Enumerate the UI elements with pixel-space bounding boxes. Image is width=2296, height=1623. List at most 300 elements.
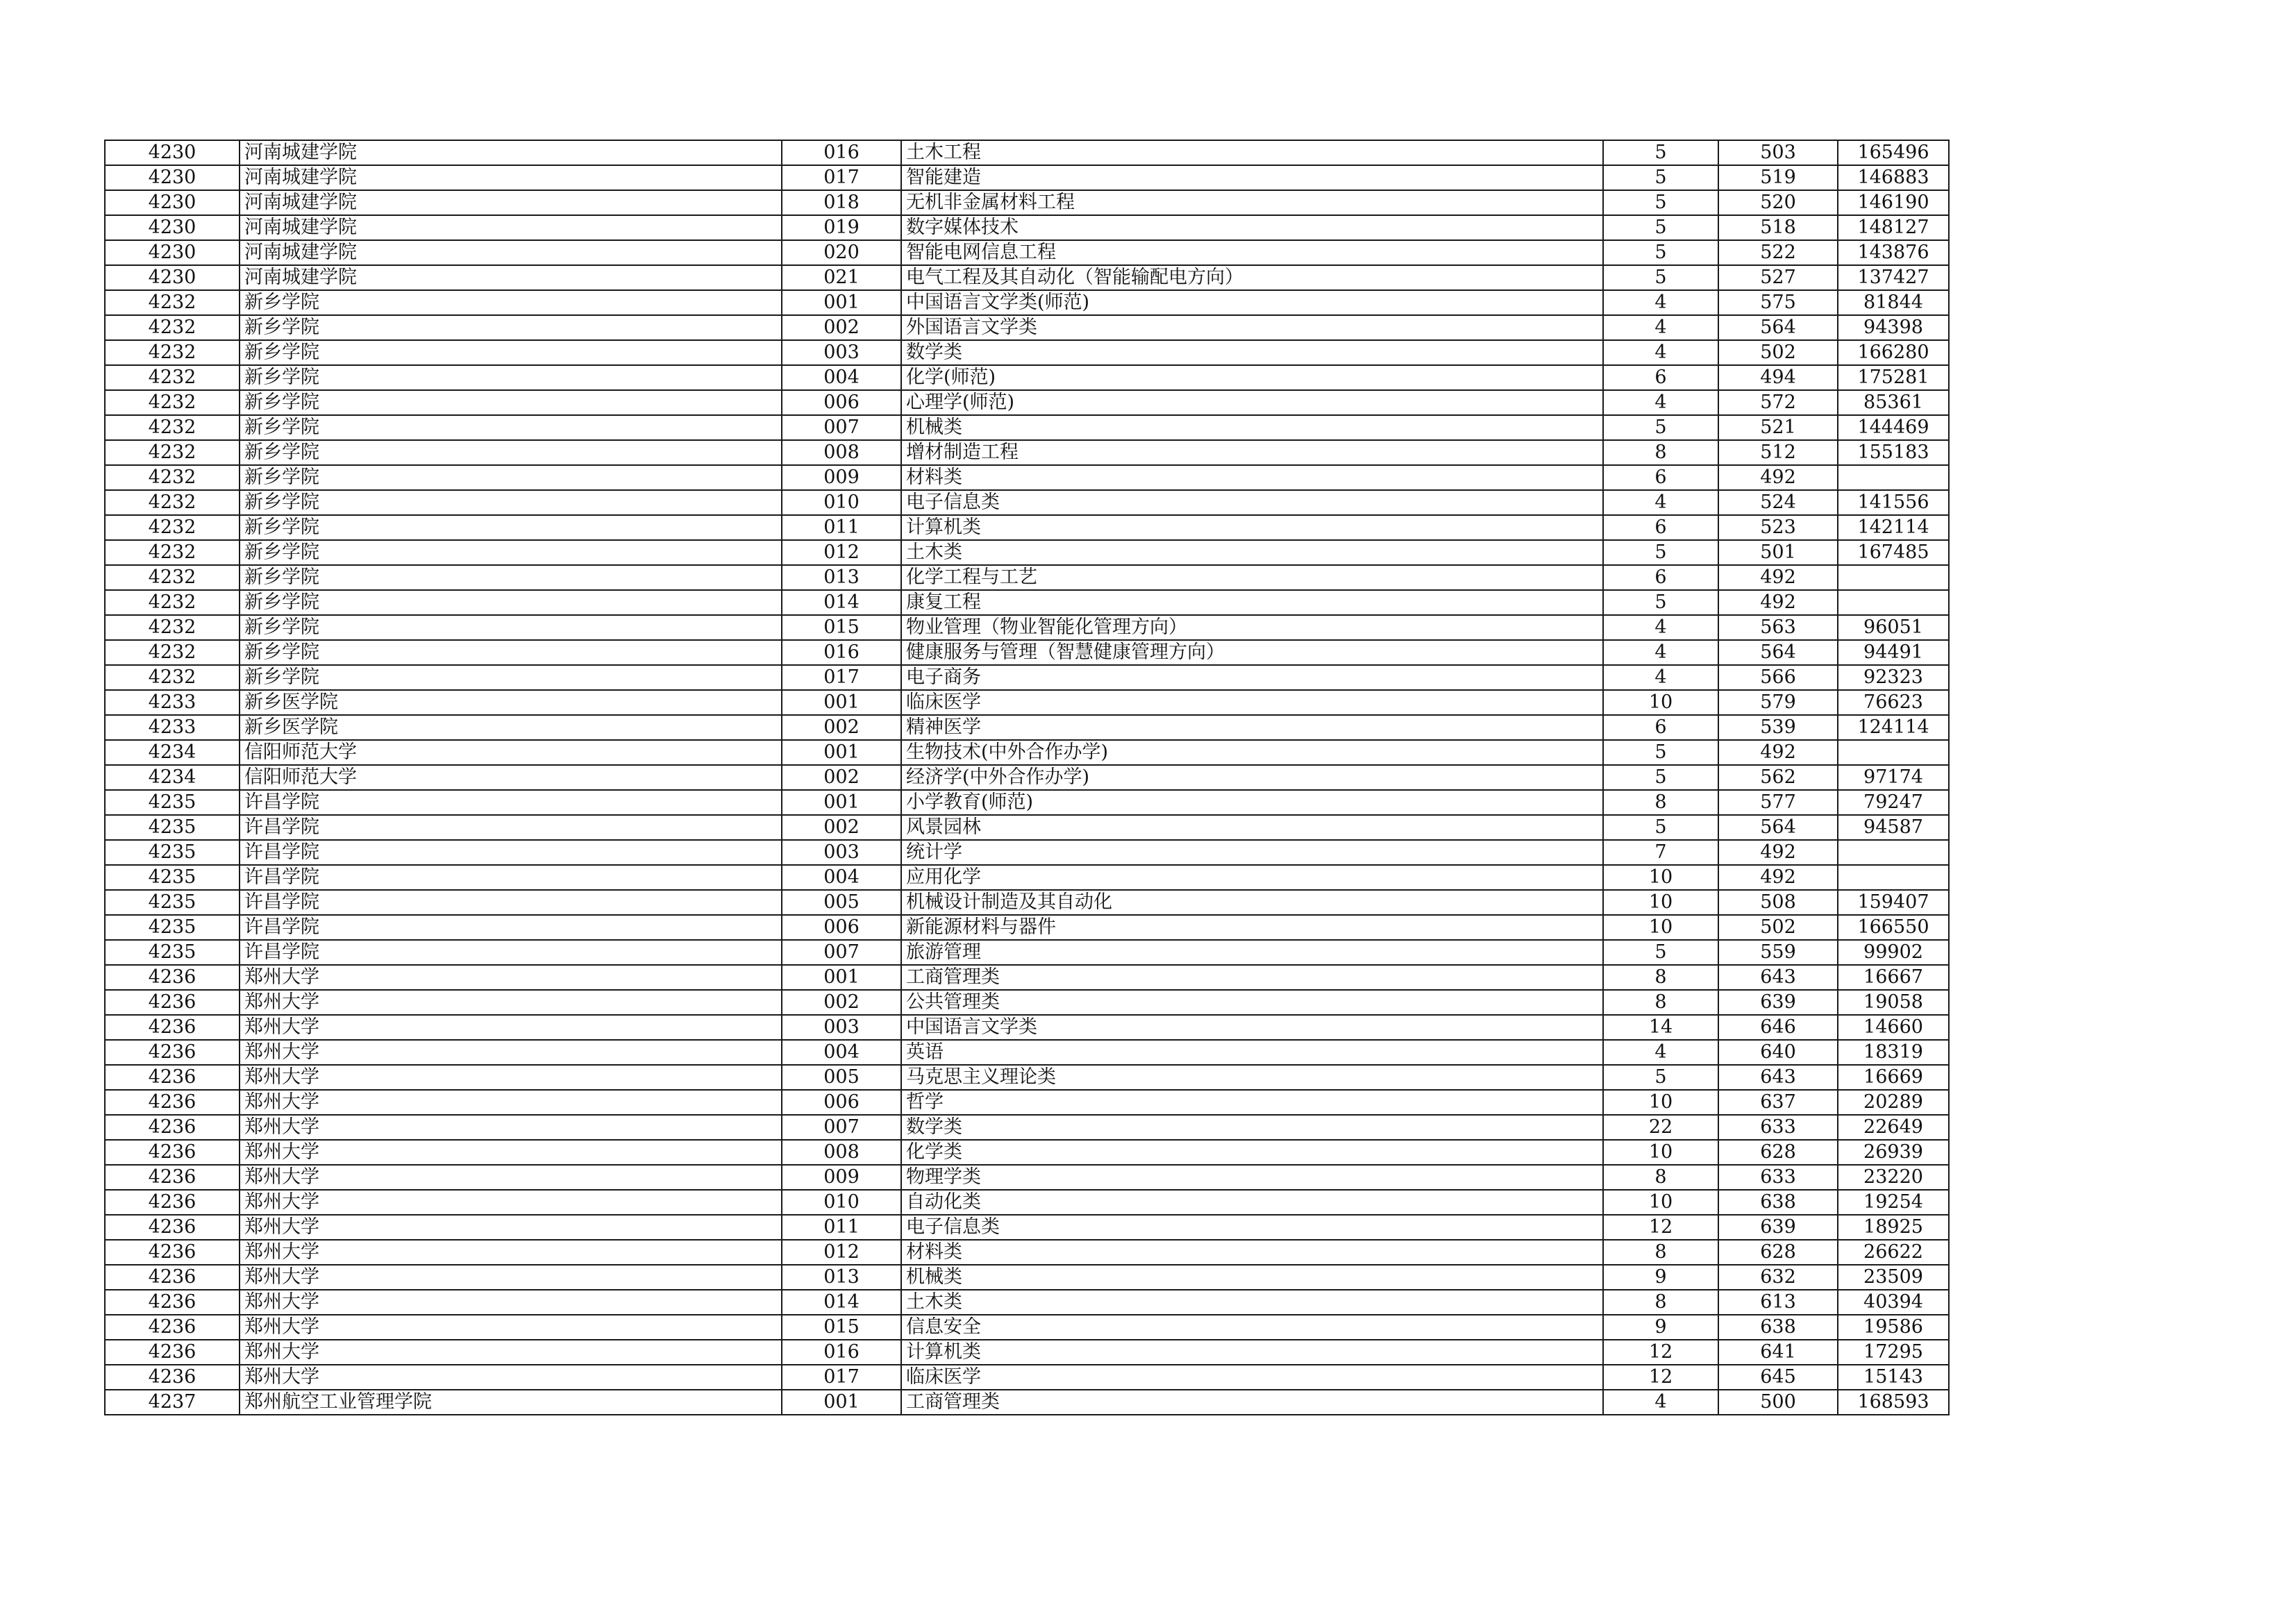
plan-count-cell: 4 bbox=[1603, 665, 1718, 690]
school-name-cell: 新乡学院 bbox=[240, 390, 782, 415]
min-score-cell: 492 bbox=[1718, 840, 1838, 865]
table-row bbox=[105, 790, 1949, 815]
table-row bbox=[105, 840, 1949, 865]
min-score-cell: 563 bbox=[1718, 615, 1838, 640]
school-code-cell: 4236 bbox=[105, 990, 240, 1015]
min-rank-cell: 148127 bbox=[1838, 215, 1949, 240]
school-code-cell: 4236 bbox=[105, 1315, 240, 1340]
plan-count-cell: 8 bbox=[1603, 1290, 1718, 1315]
school-name-cell: 许昌学院 bbox=[240, 915, 782, 940]
school-code-cell: 4236 bbox=[105, 1265, 240, 1290]
plan-count-cell: 6 bbox=[1603, 465, 1718, 490]
table-row bbox=[105, 990, 1949, 1015]
min-rank-cell: 124114 bbox=[1838, 715, 1949, 740]
min-rank-cell: 16669 bbox=[1838, 1065, 1949, 1090]
min-score-cell: 522 bbox=[1718, 240, 1838, 265]
major-code-cell: 001 bbox=[782, 790, 901, 815]
major-name-cell: 物理学类 bbox=[901, 1165, 1603, 1190]
min-score-cell: 633 bbox=[1718, 1115, 1838, 1140]
min-rank-cell: 40394 bbox=[1838, 1290, 1949, 1315]
table-row bbox=[105, 365, 1949, 390]
major-code-cell: 015 bbox=[782, 1315, 901, 1340]
plan-count-cell: 8 bbox=[1603, 790, 1718, 815]
table-row bbox=[105, 1115, 1949, 1140]
table-row bbox=[105, 915, 1949, 940]
major-name-cell: 材料类 bbox=[901, 465, 1603, 490]
min-score-cell: 492 bbox=[1718, 565, 1838, 590]
table-row bbox=[105, 490, 1949, 515]
min-score-cell: 539 bbox=[1718, 715, 1838, 740]
table-row bbox=[105, 1315, 1949, 1340]
major-code-cell: 012 bbox=[782, 540, 901, 565]
school-code-cell: 4235 bbox=[105, 790, 240, 815]
table-row bbox=[105, 1340, 1949, 1365]
school-code-cell: 4232 bbox=[105, 490, 240, 515]
school-name-cell: 新乡学院 bbox=[240, 565, 782, 590]
school-code-cell: 4232 bbox=[105, 640, 240, 665]
school-code-cell: 4234 bbox=[105, 740, 240, 765]
school-code-cell: 4236 bbox=[105, 1015, 240, 1040]
major-name-cell: 增材制造工程 bbox=[901, 440, 1603, 465]
school-code-cell: 4232 bbox=[105, 390, 240, 415]
school-name-cell: 郑州大学 bbox=[240, 1340, 782, 1365]
min-rank-cell: 14660 bbox=[1838, 1015, 1949, 1040]
plan-count-cell: 6 bbox=[1603, 715, 1718, 740]
min-score-cell: 628 bbox=[1718, 1240, 1838, 1265]
min-score-cell: 519 bbox=[1718, 165, 1838, 190]
school-name-cell: 新乡学院 bbox=[240, 315, 782, 340]
min-rank-cell: 99902 bbox=[1838, 940, 1949, 965]
school-code-cell: 4235 bbox=[105, 940, 240, 965]
plan-count-cell: 5 bbox=[1603, 765, 1718, 790]
plan-count-cell: 10 bbox=[1603, 1140, 1718, 1165]
min-score-cell: 613 bbox=[1718, 1290, 1838, 1315]
plan-count-cell: 9 bbox=[1603, 1315, 1718, 1340]
table-row bbox=[105, 390, 1949, 415]
school-code-cell: 4232 bbox=[105, 415, 240, 440]
table-row bbox=[105, 190, 1949, 215]
min-score-cell: 639 bbox=[1718, 990, 1838, 1015]
major-name-cell: 智能建造 bbox=[901, 165, 1603, 190]
min-score-cell: 520 bbox=[1718, 190, 1838, 215]
school-code-cell: 4232 bbox=[105, 315, 240, 340]
table-row bbox=[105, 765, 1949, 790]
min-rank-cell: 19254 bbox=[1838, 1190, 1949, 1215]
min-rank-cell: 146883 bbox=[1838, 165, 1949, 190]
table-row bbox=[105, 1240, 1949, 1265]
table-row bbox=[105, 290, 1949, 315]
major-code-cell: 005 bbox=[782, 890, 901, 915]
major-name-cell: 新能源材料与器件 bbox=[901, 915, 1603, 940]
min-rank-cell: 17295 bbox=[1838, 1340, 1949, 1365]
school-code-cell: 4230 bbox=[105, 140, 240, 165]
school-name-cell: 郑州大学 bbox=[240, 1140, 782, 1165]
plan-count-cell: 6 bbox=[1603, 365, 1718, 390]
plan-count-cell: 5 bbox=[1603, 165, 1718, 190]
major-code-cell: 001 bbox=[782, 1390, 901, 1415]
table-row bbox=[105, 865, 1949, 890]
table-row bbox=[105, 440, 1949, 465]
min-score-cell: 638 bbox=[1718, 1190, 1838, 1215]
plan-count-cell: 10 bbox=[1603, 690, 1718, 715]
major-code-cell: 016 bbox=[782, 640, 901, 665]
major-code-cell: 002 bbox=[782, 715, 901, 740]
min-score-cell: 641 bbox=[1718, 1340, 1838, 1365]
min-rank-cell bbox=[1838, 740, 1949, 765]
plan-count-cell: 8 bbox=[1603, 440, 1718, 465]
major-name-cell: 数学类 bbox=[901, 340, 1603, 365]
major-code-cell: 004 bbox=[782, 865, 901, 890]
school-code-cell: 4235 bbox=[105, 840, 240, 865]
min-rank-cell: 155183 bbox=[1838, 440, 1949, 465]
major-name-cell: 临床医学 bbox=[901, 1365, 1603, 1390]
major-code-cell: 011 bbox=[782, 515, 901, 540]
school-name-cell: 郑州大学 bbox=[240, 990, 782, 1015]
min-rank-cell: 18925 bbox=[1838, 1215, 1949, 1240]
major-name-cell: 中国语言文学类 bbox=[901, 1015, 1603, 1040]
plan-count-cell: 5 bbox=[1603, 540, 1718, 565]
school-code-cell: 4236 bbox=[105, 1365, 240, 1390]
table-row bbox=[105, 1140, 1949, 1165]
min-rank-cell: 26622 bbox=[1838, 1240, 1949, 1265]
major-name-cell: 计算机类 bbox=[901, 1340, 1603, 1365]
major-name-cell: 电子信息类 bbox=[901, 1215, 1603, 1240]
min-score-cell: 512 bbox=[1718, 440, 1838, 465]
plan-count-cell: 4 bbox=[1603, 340, 1718, 365]
school-code-cell: 4235 bbox=[105, 865, 240, 890]
min-score-cell: 559 bbox=[1718, 940, 1838, 965]
major-code-cell: 007 bbox=[782, 940, 901, 965]
school-name-cell: 新乡学院 bbox=[240, 465, 782, 490]
table-row bbox=[105, 965, 1949, 990]
school-name-cell: 新乡学院 bbox=[240, 440, 782, 465]
school-name-cell: 信阳师范大学 bbox=[240, 740, 782, 765]
min-score-cell: 575 bbox=[1718, 290, 1838, 315]
table-row bbox=[105, 540, 1949, 565]
min-rank-cell: 159407 bbox=[1838, 890, 1949, 915]
major-code-cell: 004 bbox=[782, 365, 901, 390]
major-code-cell: 002 bbox=[782, 990, 901, 1015]
min-score-cell: 564 bbox=[1718, 640, 1838, 665]
min-score-cell: 564 bbox=[1718, 315, 1838, 340]
min-score-cell: 521 bbox=[1718, 415, 1838, 440]
school-code-cell: 4235 bbox=[105, 915, 240, 940]
school-code-cell: 4236 bbox=[105, 1165, 240, 1190]
plan-count-cell: 5 bbox=[1603, 215, 1718, 240]
major-name-cell: 小学教育(师范) bbox=[901, 790, 1603, 815]
school-name-cell: 郑州大学 bbox=[240, 1365, 782, 1390]
major-code-cell: 017 bbox=[782, 665, 901, 690]
school-name-cell: 新乡学院 bbox=[240, 290, 782, 315]
school-code-cell: 4234 bbox=[105, 765, 240, 790]
school-name-cell: 新乡学院 bbox=[240, 365, 782, 390]
plan-count-cell: 5 bbox=[1603, 265, 1718, 290]
min-rank-cell: 175281 bbox=[1838, 365, 1949, 390]
min-rank-cell: 81844 bbox=[1838, 290, 1949, 315]
min-score-cell: 500 bbox=[1718, 1390, 1838, 1415]
plan-count-cell: 22 bbox=[1603, 1115, 1718, 1140]
plan-count-cell: 5 bbox=[1603, 590, 1718, 615]
school-code-cell: 4232 bbox=[105, 615, 240, 640]
major-name-cell: 应用化学 bbox=[901, 865, 1603, 890]
major-name-cell: 临床医学 bbox=[901, 690, 1603, 715]
min-rank-cell: 168593 bbox=[1838, 1390, 1949, 1415]
major-name-cell: 哲学 bbox=[901, 1090, 1603, 1115]
school-code-cell: 4232 bbox=[105, 465, 240, 490]
major-code-cell: 002 bbox=[782, 315, 901, 340]
major-code-cell: 010 bbox=[782, 490, 901, 515]
school-code-cell: 4232 bbox=[105, 540, 240, 565]
school-code-cell: 4230 bbox=[105, 240, 240, 265]
school-name-cell: 河南城建学院 bbox=[240, 190, 782, 215]
school-name-cell: 郑州大学 bbox=[240, 1115, 782, 1140]
min-rank-cell: 94491 bbox=[1838, 640, 1949, 665]
major-code-cell: 004 bbox=[782, 1040, 901, 1065]
table-row bbox=[105, 465, 1949, 490]
plan-count-cell: 4 bbox=[1603, 640, 1718, 665]
major-name-cell: 土木工程 bbox=[901, 140, 1603, 165]
min-rank-cell: 18319 bbox=[1838, 1040, 1949, 1065]
school-name-cell: 新乡学院 bbox=[240, 590, 782, 615]
plan-count-cell: 5 bbox=[1603, 940, 1718, 965]
min-rank-cell: 23509 bbox=[1838, 1265, 1949, 1290]
school-name-cell: 郑州大学 bbox=[240, 1065, 782, 1090]
min-rank-cell: 167485 bbox=[1838, 540, 1949, 565]
min-rank-cell: 142114 bbox=[1838, 515, 1949, 540]
min-rank-cell: 20289 bbox=[1838, 1090, 1949, 1115]
school-code-cell: 4232 bbox=[105, 590, 240, 615]
table-row bbox=[105, 165, 1949, 190]
min-rank-cell bbox=[1838, 465, 1949, 490]
min-score-cell: 492 bbox=[1718, 590, 1838, 615]
table-row bbox=[105, 1365, 1949, 1390]
major-code-cell: 006 bbox=[782, 915, 901, 940]
school-code-cell: 4236 bbox=[105, 1040, 240, 1065]
major-code-cell: 010 bbox=[782, 1190, 901, 1215]
min-score-cell: 646 bbox=[1718, 1015, 1838, 1040]
school-name-cell: 河南城建学院 bbox=[240, 240, 782, 265]
major-code-cell: 009 bbox=[782, 465, 901, 490]
plan-count-cell: 8 bbox=[1603, 965, 1718, 990]
school-name-cell: 许昌学院 bbox=[240, 790, 782, 815]
min-score-cell: 508 bbox=[1718, 890, 1838, 915]
plan-count-cell: 4 bbox=[1603, 390, 1718, 415]
table-row bbox=[105, 815, 1949, 840]
major-name-cell: 智能电网信息工程 bbox=[901, 240, 1603, 265]
table-row bbox=[105, 715, 1949, 740]
plan-count-cell: 4 bbox=[1603, 315, 1718, 340]
school-code-cell: 4233 bbox=[105, 715, 240, 740]
plan-count-cell: 5 bbox=[1603, 740, 1718, 765]
table-row bbox=[105, 1065, 1949, 1090]
school-name-cell: 新乡学院 bbox=[240, 640, 782, 665]
min-score-cell: 643 bbox=[1718, 1065, 1838, 1090]
plan-count-cell: 10 bbox=[1603, 890, 1718, 915]
min-score-cell: 503 bbox=[1718, 140, 1838, 165]
major-name-cell: 土木类 bbox=[901, 1290, 1603, 1315]
min-score-cell: 527 bbox=[1718, 265, 1838, 290]
school-name-cell: 河南城建学院 bbox=[240, 165, 782, 190]
min-score-cell: 638 bbox=[1718, 1315, 1838, 1340]
major-code-cell: 011 bbox=[782, 1215, 901, 1240]
school-code-cell: 4232 bbox=[105, 565, 240, 590]
plan-count-cell: 10 bbox=[1603, 915, 1718, 940]
school-code-cell: 4236 bbox=[105, 1065, 240, 1090]
major-name-cell: 电气工程及其自动化（智能输配电方向） bbox=[901, 265, 1603, 290]
table-row bbox=[105, 665, 1949, 690]
major-code-cell: 003 bbox=[782, 840, 901, 865]
min-score-cell: 502 bbox=[1718, 915, 1838, 940]
table-row bbox=[105, 640, 1949, 665]
min-rank-cell: 19586 bbox=[1838, 1315, 1949, 1340]
major-name-cell: 化学类 bbox=[901, 1140, 1603, 1165]
school-code-cell: 4230 bbox=[105, 165, 240, 190]
min-score-cell: 518 bbox=[1718, 215, 1838, 240]
major-code-cell: 001 bbox=[782, 965, 901, 990]
major-name-cell: 土木类 bbox=[901, 540, 1603, 565]
school-name-cell: 信阳师范大学 bbox=[240, 765, 782, 790]
min-rank-cell: 96051 bbox=[1838, 615, 1949, 640]
min-score-cell: 502 bbox=[1718, 340, 1838, 365]
major-name-cell: 信息安全 bbox=[901, 1315, 1603, 1340]
school-name-cell: 郑州大学 bbox=[240, 1015, 782, 1040]
major-code-cell: 008 bbox=[782, 1140, 901, 1165]
plan-count-cell: 6 bbox=[1603, 515, 1718, 540]
major-code-cell: 001 bbox=[782, 290, 901, 315]
school-name-cell: 郑州大学 bbox=[240, 1215, 782, 1240]
major-name-cell: 心理学(师范) bbox=[901, 390, 1603, 415]
school-name-cell: 新乡学院 bbox=[240, 665, 782, 690]
min-rank-cell bbox=[1838, 590, 1949, 615]
min-rank-cell: 16667 bbox=[1838, 965, 1949, 990]
major-name-cell: 旅游管理 bbox=[901, 940, 1603, 965]
major-code-cell: 007 bbox=[782, 415, 901, 440]
min-rank-cell: 94398 bbox=[1838, 315, 1949, 340]
school-name-cell: 许昌学院 bbox=[240, 815, 782, 840]
major-name-cell: 经济学(中外合作办学) bbox=[901, 765, 1603, 790]
school-code-cell: 4236 bbox=[105, 1240, 240, 1265]
min-rank-cell: 26939 bbox=[1838, 1140, 1949, 1165]
min-rank-cell: 137427 bbox=[1838, 265, 1949, 290]
major-code-cell: 016 bbox=[782, 140, 901, 165]
major-name-cell: 机械类 bbox=[901, 1265, 1603, 1290]
plan-count-cell: 10 bbox=[1603, 1090, 1718, 1115]
min-score-cell: 524 bbox=[1718, 490, 1838, 515]
school-name-cell: 新乡学院 bbox=[240, 615, 782, 640]
plan-count-cell: 8 bbox=[1603, 1240, 1718, 1265]
school-code-cell: 4235 bbox=[105, 890, 240, 915]
major-code-cell: 016 bbox=[782, 1340, 901, 1365]
plan-count-cell: 5 bbox=[1603, 1065, 1718, 1090]
major-name-cell: 化学工程与工艺 bbox=[901, 565, 1603, 590]
major-name-cell: 精神医学 bbox=[901, 715, 1603, 740]
major-name-cell: 工商管理类 bbox=[901, 1390, 1603, 1415]
school-name-cell: 郑州大学 bbox=[240, 1040, 782, 1065]
min-rank-cell: 22649 bbox=[1838, 1115, 1949, 1140]
school-name-cell: 新乡医学院 bbox=[240, 690, 782, 715]
plan-count-cell: 5 bbox=[1603, 140, 1718, 165]
major-code-cell: 017 bbox=[782, 1365, 901, 1390]
major-code-cell: 002 bbox=[782, 815, 901, 840]
school-code-cell: 4235 bbox=[105, 815, 240, 840]
major-name-cell: 外国语言文学类 bbox=[901, 315, 1603, 340]
major-name-cell: 中国语言文学类(师范) bbox=[901, 290, 1603, 315]
plan-count-cell: 4 bbox=[1603, 290, 1718, 315]
major-name-cell: 自动化类 bbox=[901, 1190, 1603, 1215]
school-name-cell: 河南城建学院 bbox=[240, 265, 782, 290]
min-score-cell: 492 bbox=[1718, 465, 1838, 490]
school-code-cell: 4236 bbox=[105, 1190, 240, 1215]
table-row bbox=[105, 1390, 1949, 1415]
table-row bbox=[105, 1040, 1949, 1065]
plan-count-cell: 12 bbox=[1603, 1365, 1718, 1390]
table-row bbox=[105, 890, 1949, 915]
table-row bbox=[105, 515, 1949, 540]
min-rank-cell: 23220 bbox=[1838, 1165, 1949, 1190]
plan-count-cell: 5 bbox=[1603, 240, 1718, 265]
min-rank-cell: 166550 bbox=[1838, 915, 1949, 940]
min-rank-cell: 146190 bbox=[1838, 190, 1949, 215]
school-name-cell: 新乡学院 bbox=[240, 490, 782, 515]
table-row bbox=[105, 140, 1949, 165]
major-name-cell: 无机非金属材料工程 bbox=[901, 190, 1603, 215]
school-name-cell: 许昌学院 bbox=[240, 940, 782, 965]
major-code-cell: 007 bbox=[782, 1115, 901, 1140]
table-row bbox=[105, 1090, 1949, 1115]
major-code-cell: 008 bbox=[782, 440, 901, 465]
major-code-cell: 013 bbox=[782, 565, 901, 590]
table-row bbox=[105, 1290, 1949, 1315]
min-score-cell: 628 bbox=[1718, 1140, 1838, 1165]
school-code-cell: 4233 bbox=[105, 690, 240, 715]
major-code-cell: 003 bbox=[782, 340, 901, 365]
major-code-cell: 002 bbox=[782, 765, 901, 790]
plan-count-cell: 4 bbox=[1603, 1390, 1718, 1415]
min-score-cell: 566 bbox=[1718, 665, 1838, 690]
table-row bbox=[105, 265, 1949, 290]
major-name-cell: 公共管理类 bbox=[901, 990, 1603, 1015]
min-score-cell: 645 bbox=[1718, 1365, 1838, 1390]
plan-count-cell: 8 bbox=[1603, 1165, 1718, 1190]
school-name-cell: 新乡学院 bbox=[240, 415, 782, 440]
plan-count-cell: 7 bbox=[1603, 840, 1718, 865]
school-code-cell: 4232 bbox=[105, 515, 240, 540]
min-rank-cell: 19058 bbox=[1838, 990, 1949, 1015]
school-code-cell: 4236 bbox=[105, 1115, 240, 1140]
min-score-cell: 579 bbox=[1718, 690, 1838, 715]
min-rank-cell: 97174 bbox=[1838, 765, 1949, 790]
major-name-cell: 电子信息类 bbox=[901, 490, 1603, 515]
plan-count-cell: 14 bbox=[1603, 1015, 1718, 1040]
school-name-cell: 郑州大学 bbox=[240, 1290, 782, 1315]
school-name-cell: 郑州大学 bbox=[240, 1090, 782, 1115]
min-rank-cell bbox=[1838, 565, 1949, 590]
school-code-cell: 4230 bbox=[105, 190, 240, 215]
table-body bbox=[105, 140, 1949, 1415]
school-code-cell: 4236 bbox=[105, 1215, 240, 1240]
min-rank-cell: 76623 bbox=[1838, 690, 1949, 715]
min-score-cell: 501 bbox=[1718, 540, 1838, 565]
min-rank-cell: 92323 bbox=[1838, 665, 1949, 690]
school-name-cell: 许昌学院 bbox=[240, 840, 782, 865]
major-name-cell: 风景园林 bbox=[901, 815, 1603, 840]
school-code-cell: 4232 bbox=[105, 440, 240, 465]
table-row bbox=[105, 690, 1949, 715]
major-name-cell: 健康服务与管理（智慧健康管理方向） bbox=[901, 640, 1603, 665]
min-score-cell: 633 bbox=[1718, 1165, 1838, 1190]
min-score-cell: 492 bbox=[1718, 740, 1838, 765]
school-code-cell: 4232 bbox=[105, 290, 240, 315]
